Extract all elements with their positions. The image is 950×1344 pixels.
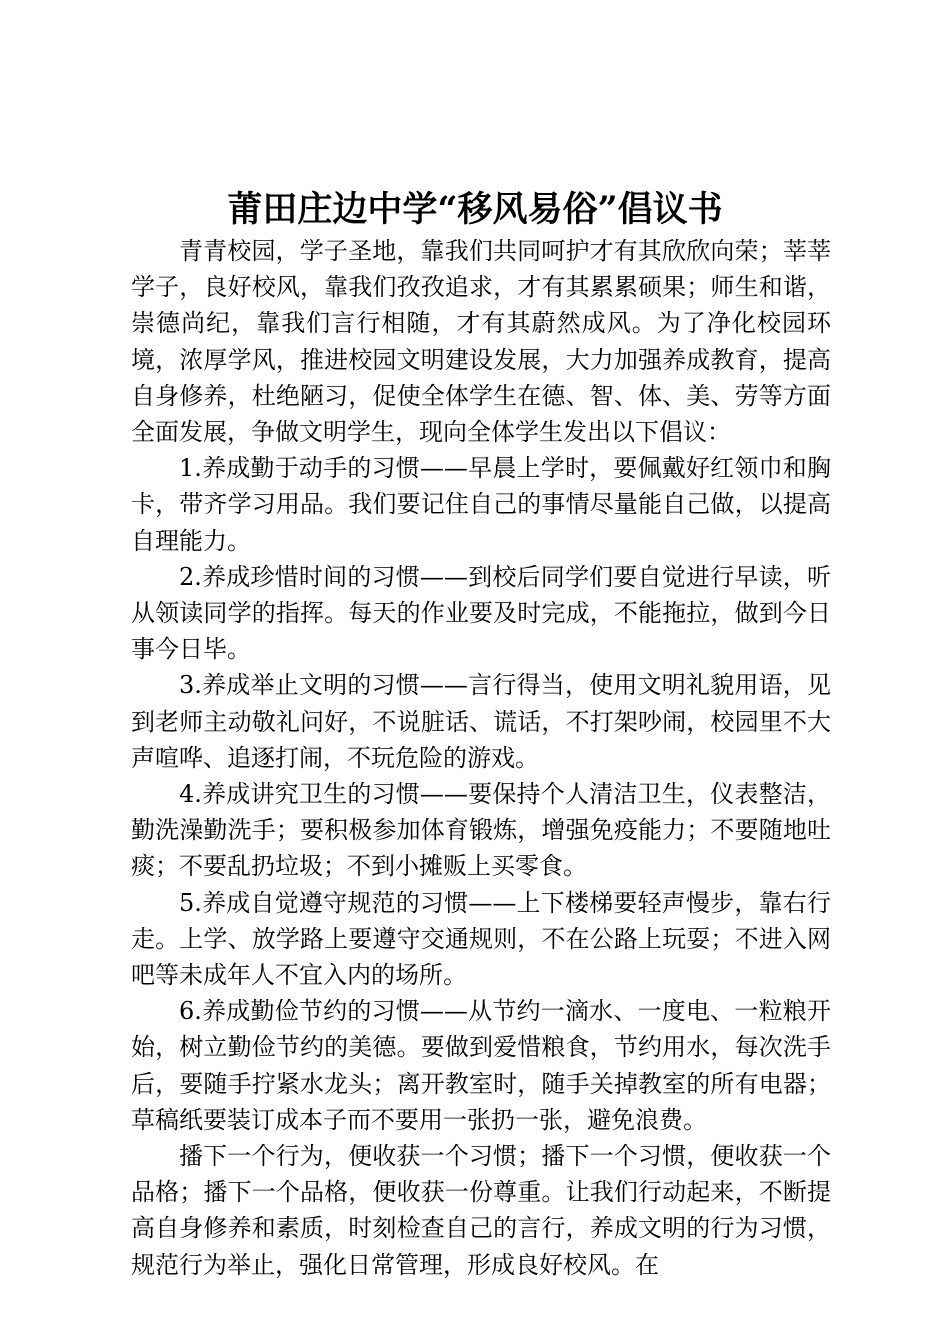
proposal-item-6: 6.养成勤俭节约的习惯——从节约一滴水、一度电、一粒粮开始，树立勤俭节约的美德。要做到爱惜粮食，节约用水，每次洗手后，要随手拧紧水龙头；离开教室时，随手关掉教室的所有电器；草稿纸要装订成本子而不要用一张扔一张，避免浪费。 bbox=[131, 997, 831, 1134]
closing-paragraph: 播下一个行为，便收获一个习惯；播下一个习惯，便收获一个品格；播下一个品格，便收获一份尊重。让我们行动起来，不断提高自身修养和素质，时刻检查自己的言行，养成文明的行为习惯，规范行为举止，强化日常管理，形成良好校风。在 bbox=[131, 1142, 831, 1279]
proposal-item-1: 1.养成勤于动手的习惯——早晨上学时，要佩戴好红领巾和胸卡，带齐学习用品。我们要记住自己的事情尽量能自己做，以提高自理能力。 bbox=[131, 454, 831, 555]
proposal-item-3: 3.养成举止文明的习惯——言行得当，使用文明礼貌用语，见到老师主动敬礼问好，不说脏话、谎话，不打架吵闹，校园里不大声喧哗、追逐打闹，不玩危险的游戏。 bbox=[131, 671, 831, 772]
proposal-item-5: 5.养成自觉遵守规范的习惯——上下楼梯要轻声慢步，靠右行走。上学、放学路上要遵守交通规则，不在公路上玩耍；不进入网吧等未成年人不宜入内的场所。 bbox=[131, 888, 831, 990]
document-title: 莆田庄边中学“移风易俗”倡议书 bbox=[227, 189, 723, 230]
proposal-item-2: 2.养成珍惜时间的习惯——到校后同学们要自觉进行早读，听从领读同学的指挥。每天的作业要及时完成，不能拖拉，做到今日事今日毕。 bbox=[131, 562, 831, 664]
intro-paragraph: 青青校园，学子圣地，靠我们共同呵护才有其欣欣向荣；莘莘学子，良好校风，靠我们孜孜追求，才有其累累硕果；师生和谐，崇德尚纪，靠我们言行相随，才有其蔚然成风。为了净化校园环境，浓厚学风，推进校园文明建设发展，大力加强养成教育，提高自身修养，杜绝陋习，促使全体学生在德、智、体、美、劳等方面全面发展，争做文明学生，现向全体学生发出以下倡议： bbox=[131, 237, 831, 447]
document-body bbox=[131, 233, 831, 1283]
proposal-item-4: 4.养成讲究卫生的习惯——要保持个人清洁卫生，仪表整洁，勤洗澡勤洗手；要积极参加体育锻炼，增强免疫能力；不要随地吐痰；不要乱扔垃圾；不到小摊贩上买零食。 bbox=[131, 780, 831, 881]
